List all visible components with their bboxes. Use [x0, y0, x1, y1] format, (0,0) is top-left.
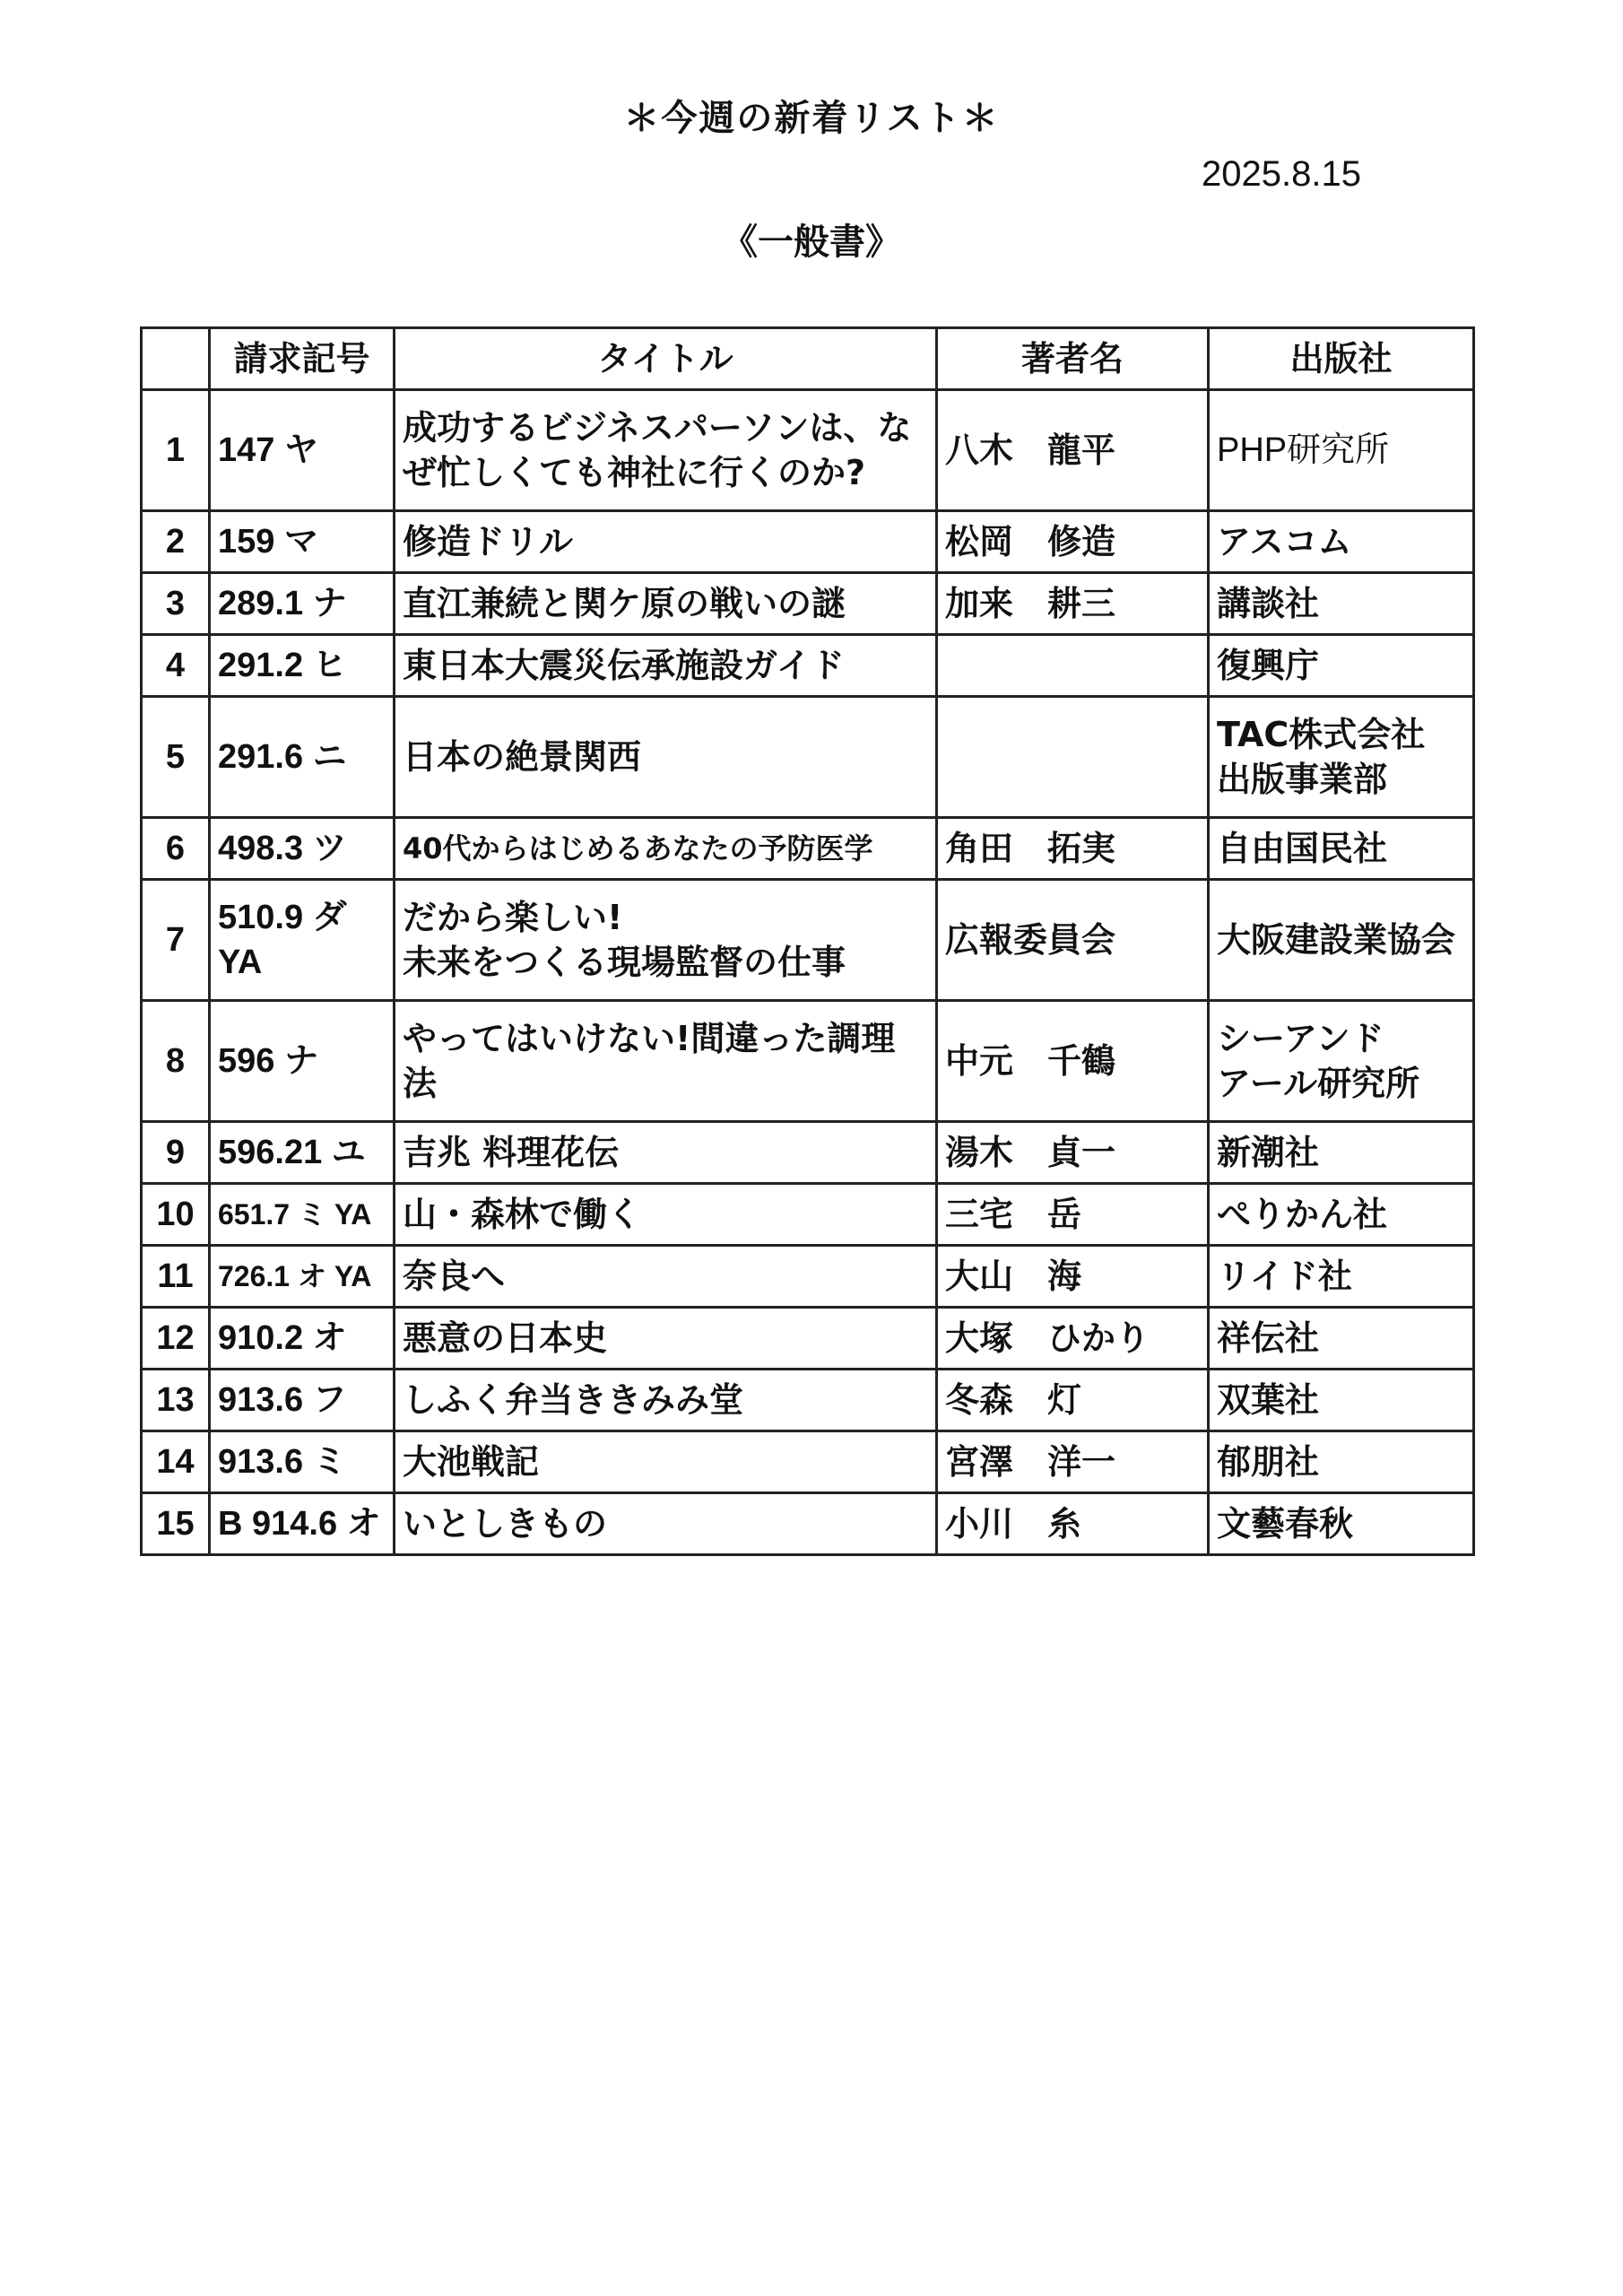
publisher-cell: ぺりかん社: [1209, 1184, 1474, 1246]
publisher-cell: 祥伝社: [1209, 1308, 1474, 1370]
table-row: [142, 1370, 1474, 1431]
table-row: [142, 1308, 1474, 1370]
list-date: 2025.8.15: [1202, 154, 1361, 194]
row-number: 7: [142, 880, 210, 1001]
title-cell: 悪意の日本史: [395, 1308, 937, 1370]
call-number-cell: 289.1 ナ: [210, 573, 395, 635]
author-cell: 角田 拓実: [937, 818, 1209, 880]
publisher-cell: 新潮社: [1209, 1122, 1474, 1184]
row-number: 15: [142, 1493, 210, 1555]
table-row: [142, 635, 1474, 697]
title-cell: やってはいけない!間違った調理法: [395, 1001, 937, 1122]
author-cell: 松岡 修造: [937, 511, 1209, 573]
author-cell: 小川 糸: [937, 1493, 1209, 1555]
row-number: 10: [142, 1184, 210, 1246]
row-number: 1: [142, 390, 210, 511]
call-number-cell: 291.2 ヒ: [210, 635, 395, 697]
call-number-cell: 510.9 ダ YA: [210, 880, 395, 1001]
publisher-cell: シーアンド アール研究所: [1209, 1001, 1474, 1122]
row-number: 14: [142, 1431, 210, 1493]
table-row: [142, 573, 1474, 635]
title-cell: 日本の絶景関西: [395, 697, 937, 818]
call-number-cell: 596 ナ: [210, 1001, 395, 1122]
call-number-cell: B 914.6 オ: [210, 1493, 395, 1555]
page-title: ＊今週の新着リスト＊: [623, 98, 1000, 139]
title-cell: 修造ドリル: [395, 511, 937, 573]
table-body: [142, 390, 1474, 1555]
title-cell: 奈良へ: [395, 1246, 937, 1308]
author-cell: [937, 697, 1209, 818]
call-number-cell: 291.6 ニ: [210, 697, 395, 818]
author-cell: 大塚 ひかり: [937, 1308, 1209, 1370]
author-cell: 宮澤 洋一: [937, 1431, 1209, 1493]
row-number: 6: [142, 818, 210, 880]
publisher-cell: 復興庁: [1209, 635, 1474, 697]
column-header-title: タイトル: [395, 328, 937, 390]
table-row: [142, 1001, 1474, 1122]
publisher-cell: PHP研究所: [1209, 390, 1474, 511]
table-row: [142, 697, 1474, 818]
table-row: [142, 390, 1474, 511]
table-header-row: [142, 328, 1474, 390]
author-cell: 三宅 岳: [937, 1184, 1209, 1246]
table-row: [142, 1246, 1474, 1308]
row-number: 9: [142, 1122, 210, 1184]
call-number-cell: 726.1 オ YA: [210, 1246, 395, 1308]
call-number-cell: 147 ヤ: [210, 390, 395, 511]
row-number: 5: [142, 697, 210, 818]
title-cell: 40代からはじめるあなたの予防医学: [395, 818, 937, 880]
call-number-cell: 910.2 オ: [210, 1308, 395, 1370]
table-row: [142, 1431, 1474, 1493]
title-cell: 東日本大震災伝承施設ガイド: [395, 635, 937, 697]
table-row: [142, 1493, 1474, 1555]
publisher-cell: 大阪建設業協会: [1209, 880, 1474, 1001]
author-cell: [937, 635, 1209, 697]
column-header-publisher: 出版社: [1209, 328, 1474, 390]
publisher-cell: 郁朋社: [1209, 1431, 1474, 1493]
table-row: [142, 1184, 1474, 1246]
author-cell: 広報委員会: [937, 880, 1209, 1001]
call-number-cell: 913.6 ミ: [210, 1431, 395, 1493]
row-number: 8: [142, 1001, 210, 1122]
new-arrivals-table: [140, 326, 1475, 1556]
call-number-cell: 651.7 ミ YA: [210, 1184, 395, 1246]
title-cell: 吉兆 料理花伝: [395, 1122, 937, 1184]
title-cell: 直江兼続と関ケ原の戦いの謎: [395, 573, 937, 635]
call-number-cell: 498.3 ツ: [210, 818, 395, 880]
publisher-cell: 講談社: [1209, 573, 1474, 635]
column-header-call-number: 請求記号: [210, 328, 395, 390]
call-number-cell: 159 マ: [210, 511, 395, 573]
title-cell: だから楽しい! 未来をつくる現場監督の仕事: [395, 880, 937, 1001]
column-header-author: 著者名: [937, 328, 1209, 390]
title-cell: 大池戦記: [395, 1431, 937, 1493]
table-row: [142, 511, 1474, 573]
table-row: [142, 1122, 1474, 1184]
title-cell: 山・森林で働く: [395, 1184, 937, 1246]
section-heading: 《一般書》: [722, 222, 901, 263]
author-cell: 大山 海: [937, 1246, 1209, 1308]
publisher-cell: TAC株式会社 出版事業部: [1209, 697, 1474, 818]
author-cell: 湯木 貞一: [937, 1122, 1209, 1184]
publisher-cell: 自由国民社: [1209, 818, 1474, 880]
table-row: [142, 818, 1474, 880]
call-number-cell: 596.21 ユ: [210, 1122, 395, 1184]
publisher-cell: 文藝春秋: [1209, 1493, 1474, 1555]
row-number: 13: [142, 1370, 210, 1431]
author-cell: 加来 耕三: [937, 573, 1209, 635]
column-header-number: [142, 328, 210, 390]
publisher-cell: アスコム: [1209, 511, 1474, 573]
row-number: 11: [142, 1246, 210, 1308]
row-number: 2: [142, 511, 210, 573]
author-cell: 冬森 灯: [937, 1370, 1209, 1431]
table-row: [142, 880, 1474, 1001]
publisher-cell: リイド社: [1209, 1246, 1474, 1308]
author-cell: 中元 千鶴: [937, 1001, 1209, 1122]
author-cell: 八木 龍平: [937, 390, 1209, 511]
row-number: 4: [142, 635, 210, 697]
title-cell: しふく弁当ききみみ堂: [395, 1370, 937, 1431]
row-number: 12: [142, 1308, 210, 1370]
publisher-cell: 双葉社: [1209, 1370, 1474, 1431]
title-cell: いとしきもの: [395, 1493, 937, 1555]
call-number-cell: 913.6 フ: [210, 1370, 395, 1431]
row-number: 3: [142, 573, 210, 635]
title-cell: 成功するビジネスパーソンは、なぜ忙しくても神社に行くのか?: [395, 390, 937, 511]
